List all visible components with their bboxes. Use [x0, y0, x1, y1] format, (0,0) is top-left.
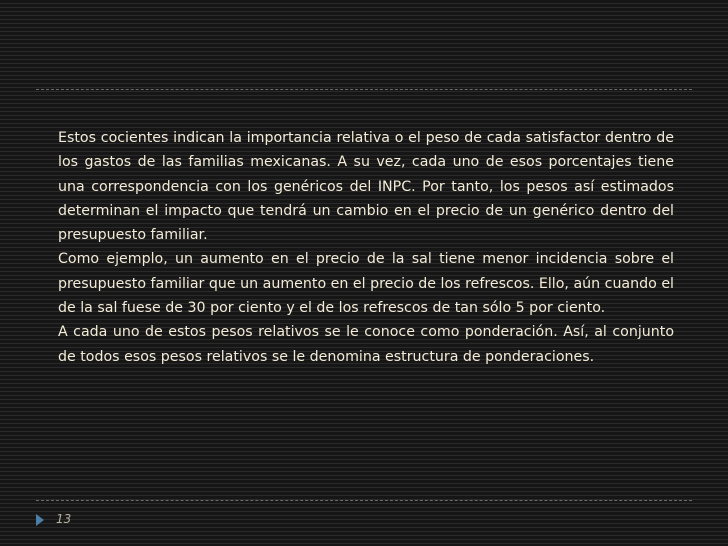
paragraph-example: Como ejemplo, un aumento en el precio de la sal tiene menor incidencia sobre el presupuesto familiar que un aumento en el precio de los refrescos. Ello, aún cuando el de la sal fuese de 30 por ciento y el de los refrescos de tan sólo 5 por ciento.: [58, 251, 674, 317]
paragraph-definition: A cada uno de estos pesos relativos se le conoce como ponderación. Así, al conjunto de todos esos pesos relativos se le denomina estructura de ponderaciones.: [58, 324, 674, 365]
paragraph-weights-explanation: Estos cocientes indican la importancia relativa o el peso de cada satisfactor dentro de los gastos de las familias mexicanas. A su vez, cada uno de esos porcentajes tiene una correspondencia con los genéricos del INPC. Por tanto, los pesos así estimados determinan el impacto que tendrá un cambio en el precio de un genérico dentro del presupuesto familiar.: [58, 130, 674, 244]
top-divider: [36, 89, 692, 90]
page-number: 13: [56, 512, 72, 526]
slide-body-text: [58, 126, 674, 369]
bottom-divider: [36, 500, 692, 501]
triangle-right-icon: [36, 514, 44, 526]
